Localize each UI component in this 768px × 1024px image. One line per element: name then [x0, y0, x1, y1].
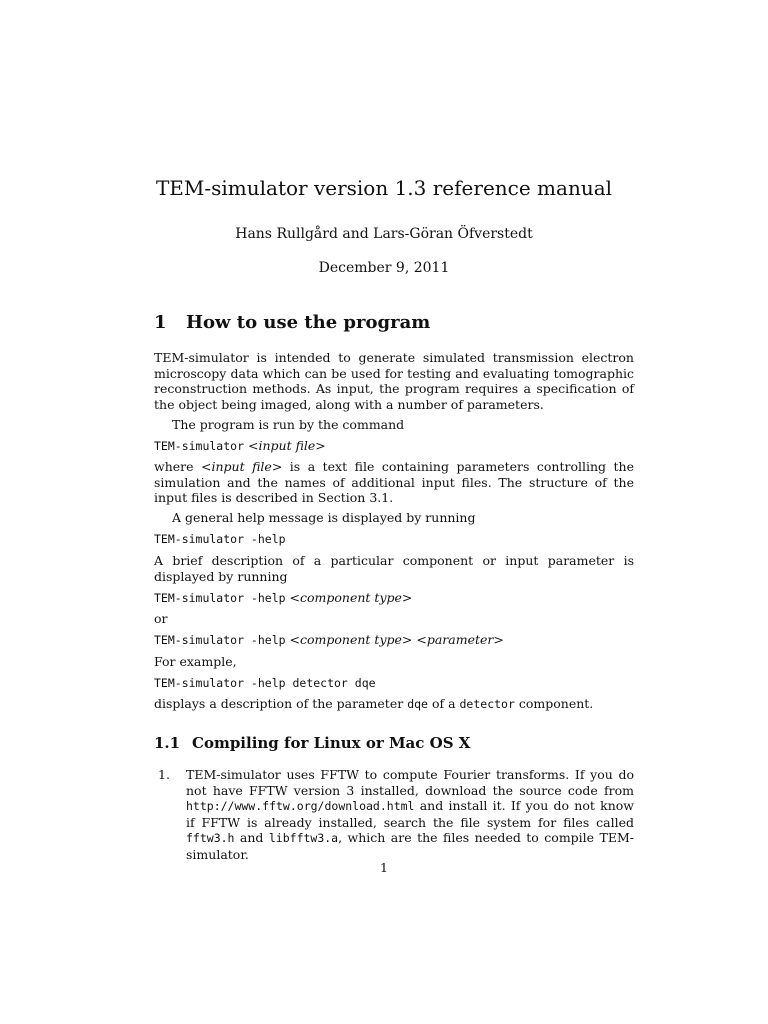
list-item: TEM-simulator uses FFTW to compute Fourier transforms. If you do not have FFTW version 3 installed, download the source code from http://www.fftw.org/download.html and install it. If you do not know if FFTW is already installed, search the file system for files called fftw3.h and libfftw3.a, which are the files needed to compile TEM-simulator. — [186, 767, 634, 862]
command-text: TEM-simulator -help detector dqe — [154, 676, 376, 690]
command-text: TEM-simulator -help — [154, 532, 286, 546]
section-number: 1 — [154, 312, 167, 333]
command-argument: <component type> — [289, 632, 413, 647]
document-date: December 9, 2011 — [318, 260, 450, 276]
command-line-5 — [154, 675, 634, 692]
subsection-number: 1.1 — [154, 734, 181, 752]
page-number: 1 — [380, 860, 388, 875]
subsection-title: Compiling for Linux or Mac OS X — [192, 734, 471, 752]
section-title: How to use the program — [186, 312, 431, 333]
command-line-1 — [154, 438, 634, 455]
example-text: For example, — [154, 654, 237, 669]
component-name: detector — [459, 697, 515, 711]
command-text: TEM-simulator — [154, 439, 245, 453]
list-item-number: 1. — [158, 767, 170, 782]
command-argument: <component type> — [289, 590, 413, 605]
help-paragraph: A general help message is displayed by running — [172, 510, 476, 525]
command-text: TEM-simulator -help — [154, 633, 286, 647]
or-text: or — [154, 611, 168, 626]
command-line-3 — [154, 590, 634, 607]
command-text: TEM-simulator -help — [154, 591, 286, 605]
displays-paragraph: displays a description of the parameter dqe of a detector component. — [154, 696, 594, 711]
section-1-heading — [154, 312, 430, 333]
brief-paragraph: A brief description of a particular component or input parameter is displayed by running — [154, 553, 634, 584]
where-paragraph: where <input file> is a text file containing parameters controlling the simulation and the names of additional input files. The structure of the input files is described in Section 3.1. — [154, 459, 635, 505]
command-argument: <input file> — [248, 438, 326, 453]
section-1-1-heading — [154, 734, 470, 752]
parameter-name: dqe — [407, 697, 428, 711]
authors: Hans Rullgård and Lars-Göran Öfverstedt — [235, 226, 533, 242]
download-url[interactable]: http://www.fftw.org/download.html — [186, 799, 415, 813]
run-paragraph: The program is run by the command — [172, 417, 405, 432]
command-argument: <parameter> — [416, 632, 504, 647]
command-line-4 — [154, 632, 634, 649]
intro-paragraph: TEM-simulator is intended to generate simulated transmission electron microscopy data which can be used for testing and evaluating tomographic reconstruction methods. As input, the program requires a specification of the object being imaged, along with a number of parameters. — [154, 350, 634, 412]
library-file-name: libfftw3.a — [268, 831, 339, 845]
input-file-argument: <input file> — [201, 459, 283, 474]
header-file-name: fftw3.h — [186, 831, 235, 845]
document-title: TEM-simulator version 1.3 reference manual — [155, 176, 613, 200]
command-line-2 — [154, 531, 634, 548]
